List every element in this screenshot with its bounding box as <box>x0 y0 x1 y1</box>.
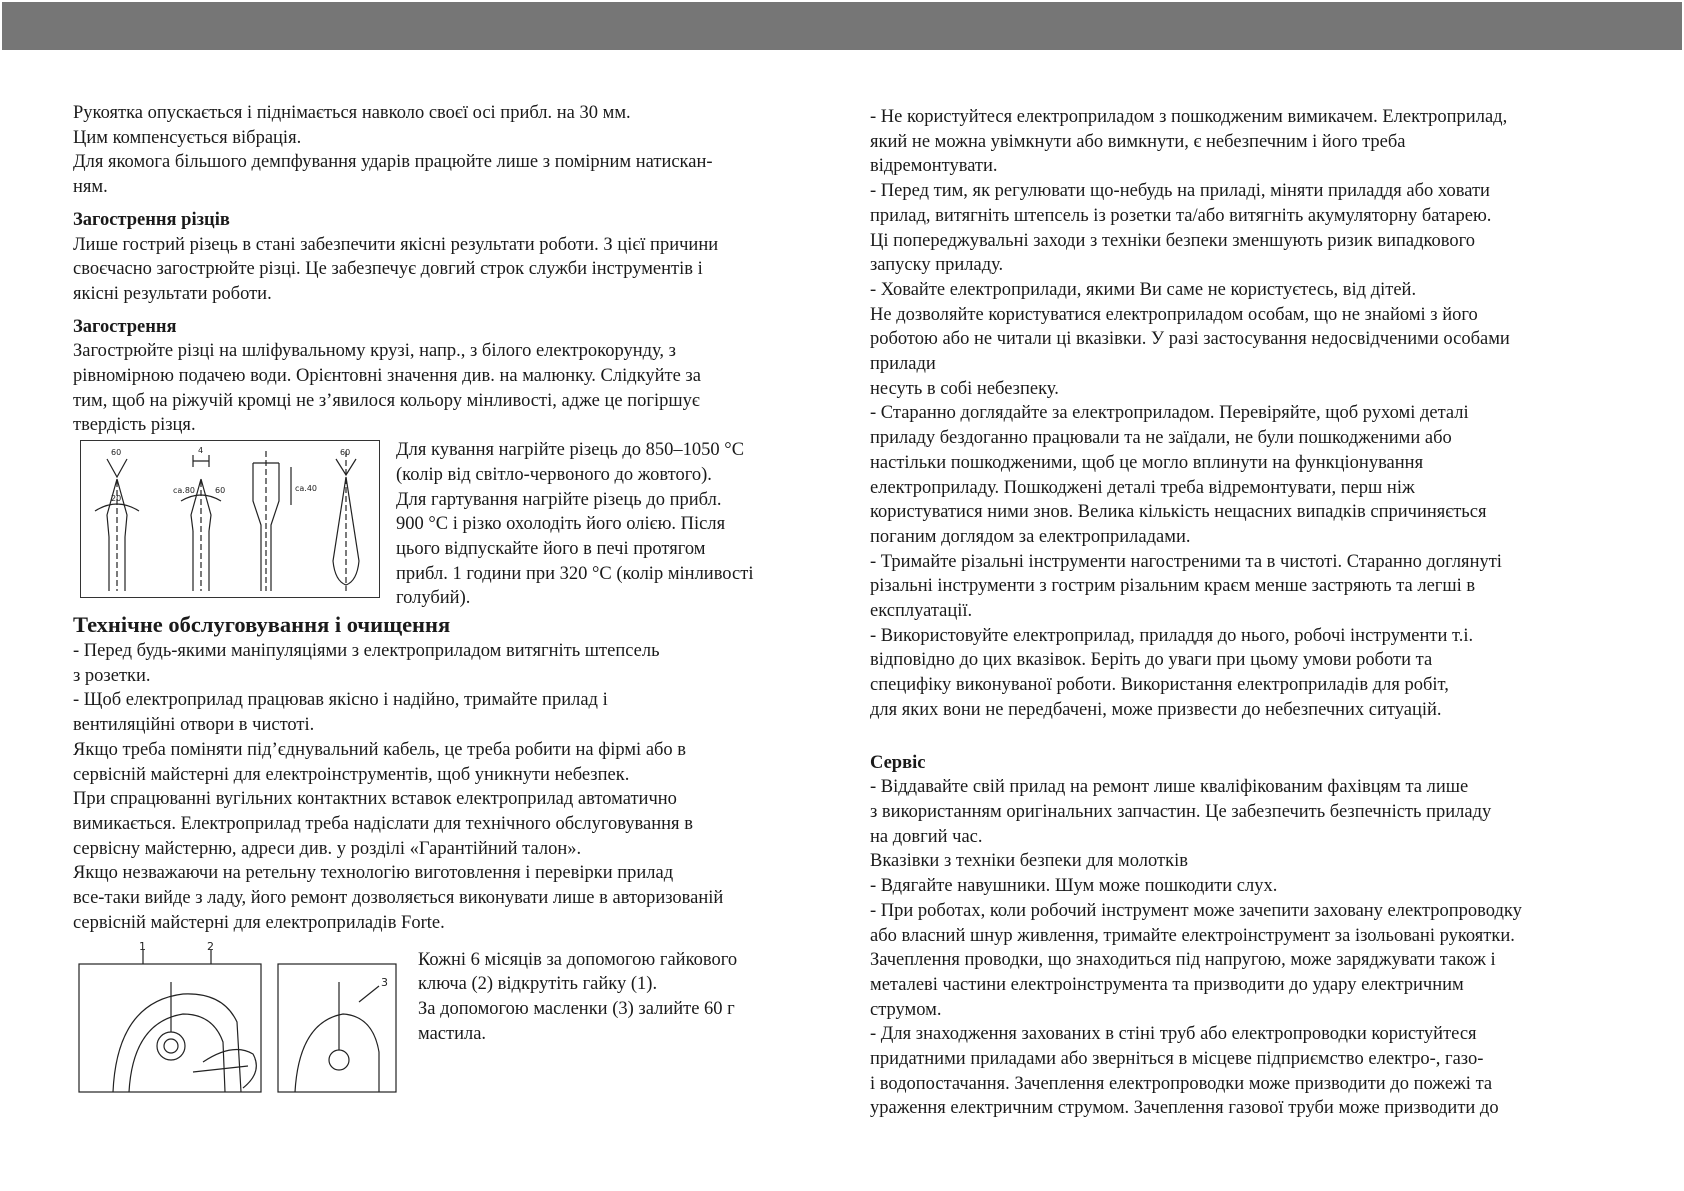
lubrication-text: Кожні 6 місяців за допомогою гайкового ключа (2) відкрутіть гайку (1). За допомогою масленки (3) залийте 60 г мастила. <box>418 949 738 1044</box>
callout-1: 1 <box>139 941 146 953</box>
header-bar <box>2 2 1682 50</box>
angle-label: 60 <box>340 448 351 458</box>
width-label: 4 <box>198 446 204 456</box>
left-column <box>73 101 803 1104</box>
lubrication-drawing <box>73 942 403 1102</box>
angle-label: 20 <box>111 494 122 504</box>
chisel-figure-row <box>73 438 803 611</box>
safety-text: - Не користуйтеся електроприладом з пошкодженим вимикачем. Електроприлад, який не можна увімкнути або вимкнути, є небезпечним і його треба відремонтувати. - Перед тим, як регулювати що-небудь на приладі, міняти приладдя або ховати прилад, витягніть штепсель із розетки та/або витягніть акумуляторну батарею. Ці попереджувальні заходи з техніки безпеки зменшують ризик випадкового запуску приладу. - Ховайте електроприлади, якими Ви саме не користуєтесь, від дітей. Не дозволяйте користуватися електроприладом особам, що не знайомі з його роботою або не читали ці вказівки. У разі застосування недосвідченими особами прилади несуть в собі небезпеку. - Старанно доглядайте за електроприладом. Перевіряйте, щоб рухомі деталі приладу бездоганно працювали та не заїдали, не були пошкодженими або настільки пошкодженими, щоб це могло вплинути на функціонування електроприладу. Пошкоджені деталі треба відремонтувати, перш ніж користуватися ними знов. Велика кількість нещасних випадків спричиняється поганим доглядом за електроприладами. - Тримайте різальні інструменти нагостреними та в чистоті. Старанно доглянуті різальні інструменти з гострим різальним краєм менше застряють та легші в експлуатації. - Використовуйте електроприлад, приладдя до нього, робочі інструменти т.і. відповідно до цих вказівок. Беріть до уваги при цьому умови роботи та специфіку виконуваної роботи. Використання електроприладів для робіт, для яких вони не передбачені, може призвести до небезпечних ситуацій. <box>870 107 1510 720</box>
forging-text: Для кування нагрійте різець до 850–1050 °C (колір від світло-червоного до жовтого). Для гартування нагрійте різець до прибл. 900 °C і різко охолодіть його олією. Після цього відпускайте його в печі протягом прибл. 1 години при 320 °C (колір мінливості голубий). <box>396 440 754 609</box>
chisel-drawing <box>81 441 379 597</box>
maintenance-text: - Перед будь-якими маніпуляціями з електроприладом витягніть штепсель з розетки. - Щоб електроприлад працював якісно і надійно, тримайте прилад і вентиляційні отвори в чистоті. Якщо треба поміняти під’єднувальний кабель, це треба робити на фірмі або в сервісній майстерні для електроінструментів, щоб уникнути небезпек. При спрацюванні вугільних контактних вставок електроприлад автоматично вимикається. Електроприлад треба надіслати для технічного обслуговування в сервісну майстерню, адреси див. у розділі «Гарантійний талон». Якщо незважаючи на ретельну технологію виготовлення і перевірки прилад все-таки вийде з ладу, його ремонт дозволяється виконувати лише в авторизованій сервісній майстерні для електроприладів Forte. <box>73 641 724 933</box>
callout-3: 3 <box>381 975 388 989</box>
service-heading: Сервіс <box>870 752 926 773</box>
length-label: са.40 <box>295 484 318 494</box>
sharpen-text: Загострюйте різці на шліфувальному крузі, напр., з білого електрокорунду, з рівномірною подачею води. Орієнтовні значення див. на малюнку. Слідкуйте за тим, щоб на ріжучій кромці не з’явилося кольору мінливості, адже це погіршує твердість різця. <box>73 341 701 436</box>
service-text: - Віддавайте свій прилад на ремонт лише кваліфікованим фахівцям та лише з використанням оригінальних запчастин. Це забезпечить безпечність приладу на довгий час. Вказівки з техніки безпеки для молотків - Вдягайте навушники. Шум може пошкодити слух. - При роботах, коли робочий інструмент може зачепити заховану електропроводку або власний шнур живлення, тримайте електроінструмент за ізольовані рукоятки. Зачеплення проводки, що знаходиться під напругою, може заряджувати також і металеві частини електроінструмента та призводити до удару електричним струмом. - Для знаходження захованих в стіні труб або електропроводки користуйтеся придатними приладами або зверніться в місцеве підприємство електро-, газо- і водопостачання. Зачеплення електропроводки може призводити до пожежі та ураження електричним струмом. Зачеплення газової труби може призводити до <box>870 777 1522 1119</box>
chisel-diagram <box>80 440 380 598</box>
intro-text: Рукоятка опускається і піднімається навколо своєї осі прибл. на 30 мм. Цим компенсується вібрація. Для якомога більшого демпфування ударів працюйте лише з помірним натискан- ням. <box>73 103 713 198</box>
length-label: са.80 <box>173 486 196 496</box>
sharpen-heading: Загострення <box>73 316 177 337</box>
right-column <box>870 105 1630 1121</box>
lubrication-figure-row <box>73 936 803 1104</box>
sharpening-text: Лише гострий різець в стані забезпечити якісні результати роботи. З цієї причини своєчасно загострюйте різці. Це забезпечує довгий строк служби інструментів і якісні результати роботи. <box>73 234 719 304</box>
angle-label: 60 <box>215 486 226 496</box>
callout-2: 2 <box>207 941 214 953</box>
sharpening-heading: Загострення різців <box>73 209 230 230</box>
maintenance-heading: Технічне обслуговування і очищення <box>73 612 451 638</box>
angle-label: 60 <box>111 448 122 458</box>
